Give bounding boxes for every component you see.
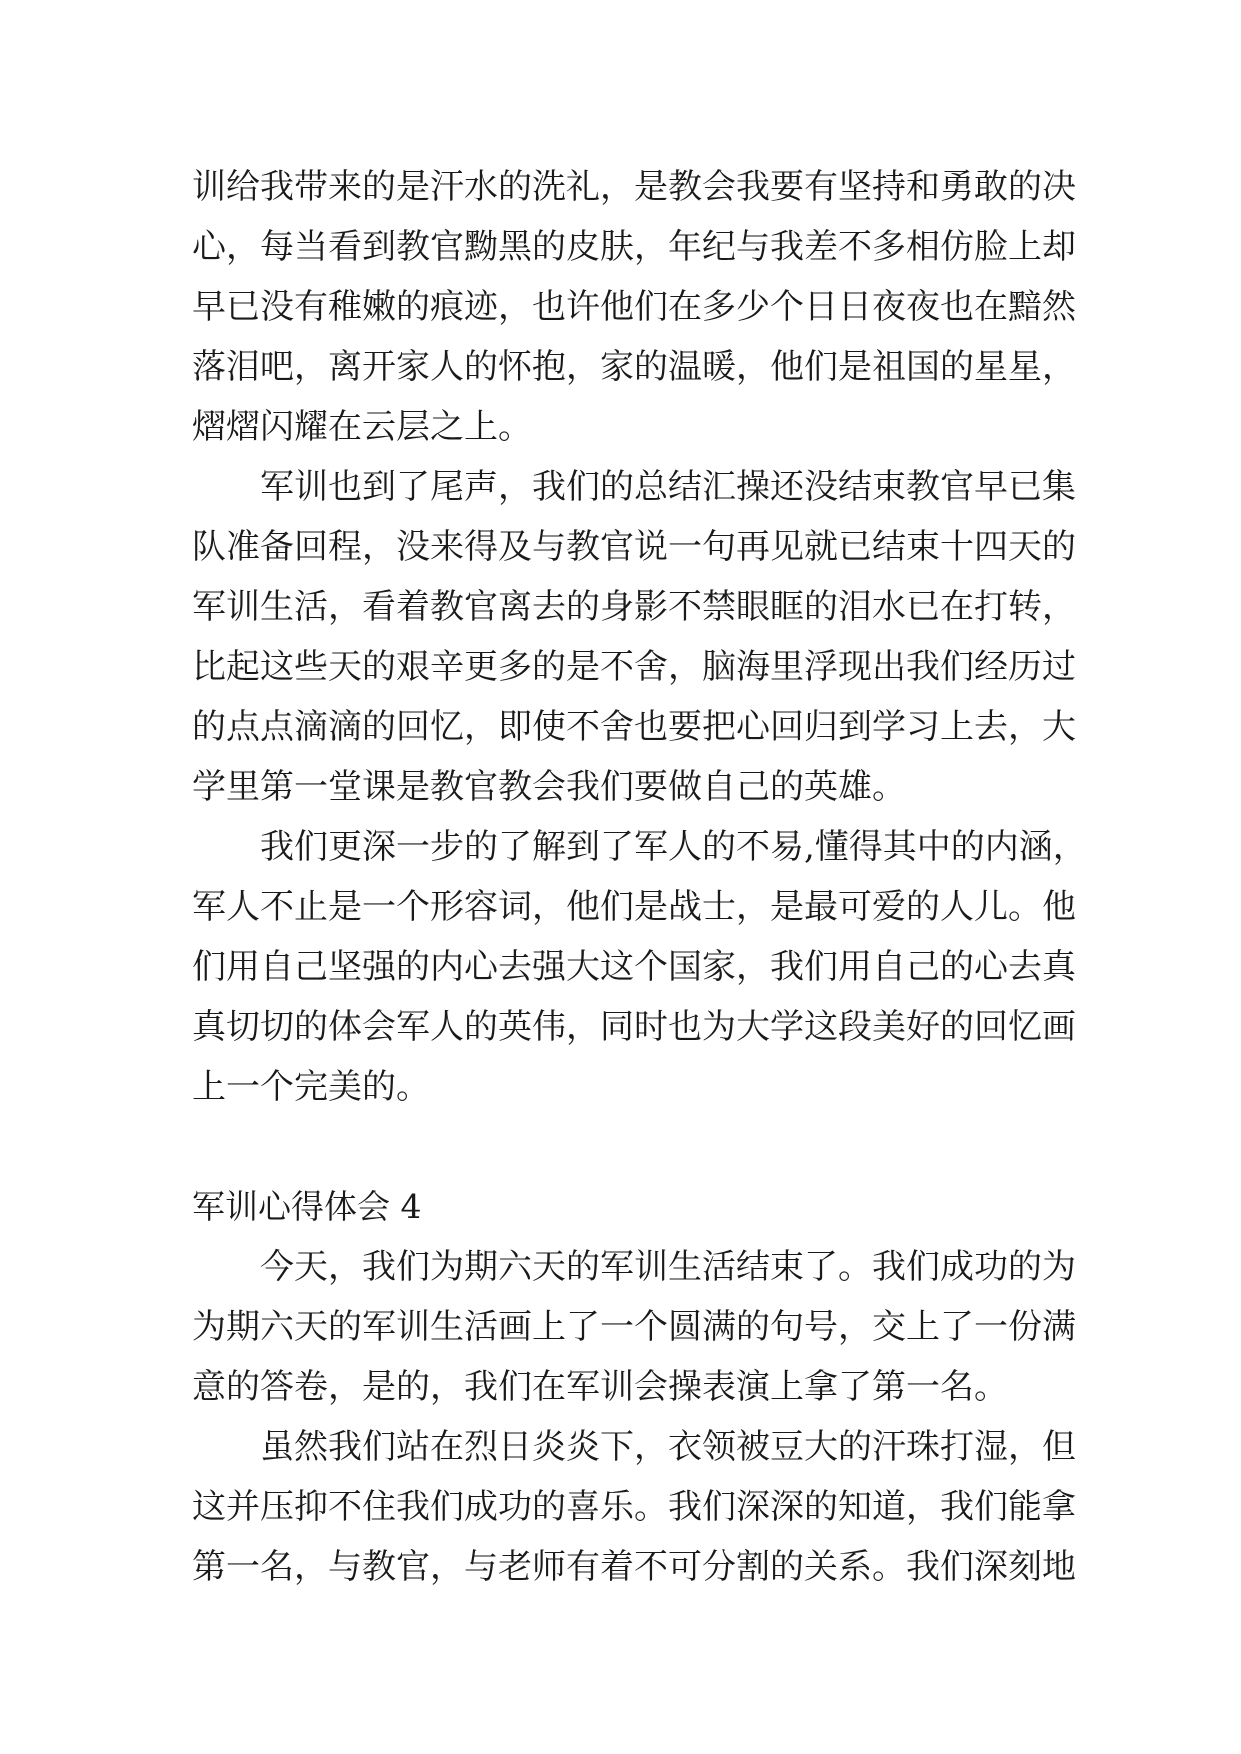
text-line: 们用自己坚强的内心去强大这个国家，我们用自己的心去真 <box>192 947 1076 987</box>
text-line: 这并压抑不住我们成功的喜乐。我们深深的知道，我们能拿 <box>192 1487 1076 1527</box>
paragraph <box>192 457 1076 817</box>
text-line: 早已没有稚嫩的痕迹，也许他们在多少个日日夜夜也在黯然 <box>192 287 1076 327</box>
text-line: 军训生活，看着教官离去的身影不禁眼眶的泪水已在打转， <box>192 587 1076 627</box>
text-line: 我们更深一步的了解到了军人的不易,懂得其中的内涵， <box>260 827 1087 867</box>
text-line: 第一名，与教官，与老师有着不可分割的关系。我们深刻地 <box>192 1547 1076 1587</box>
text-line: 的点点滴滴的回忆，即使不舍也要把心回归到学习上去，大 <box>192 707 1076 747</box>
paragraph <box>192 1237 1076 1417</box>
text-line: 虽然我们站在烈日炎炎下，衣领被豆大的汗珠打湿，但 <box>260 1427 1076 1467</box>
paragraph-spacer <box>192 1117 1052 1177</box>
paragraph <box>192 157 1076 457</box>
text-line: 意的答卷，是的，我们在军训会操表演上拿了第一名。 <box>192 1367 1008 1407</box>
text-line: 比起这些天的艰辛更多的是不舍，脑海里浮现出我们经历过 <box>192 647 1076 687</box>
paragraph <box>192 1417 1076 1597</box>
text-line: 今天，我们为期六天的军训生活结束了。我们成功的为 <box>260 1247 1076 1287</box>
text-line: 队准备回程，没来得及与教官说一句再见就已结束十四天的 <box>192 527 1076 567</box>
text-line: 学里第一堂课是教官教会我们要做自己的英雄。 <box>192 767 906 807</box>
text-line: 军人不止是一个形容词，他们是战士，是最可爱的人儿。他 <box>192 887 1076 927</box>
section-heading: 军训心得体会 4 <box>192 1187 422 1226</box>
text-line: 熠熠闪耀在云层之上。 <box>192 407 532 447</box>
text-line: 为期六天的军训生活画上了一个圆满的句号，交上了一份满 <box>192 1307 1076 1347</box>
text-line: 心，每当看到教官黝黑的皮肤，年纪与我差不多相仿脸上却 <box>192 227 1076 267</box>
text-line: 真切切的体会军人的英伟，同时也为大学这段美好的回忆画 <box>192 1007 1076 1047</box>
paragraph <box>192 817 1087 1117</box>
text-line: 训给我带来的是汗水的洗礼，是教会我要有坚持和勇敢的决 <box>192 167 1076 207</box>
text-line: 上一个完美的。 <box>192 1067 430 1107</box>
text-line: 军训也到了尾声，我们的总结汇操还没结束教官早已集 <box>260 467 1076 507</box>
document-body <box>192 157 1087 1597</box>
text-line: 落泪吧，离开家人的怀抱，家的温暖，他们是祖国的星星， <box>192 347 1076 387</box>
